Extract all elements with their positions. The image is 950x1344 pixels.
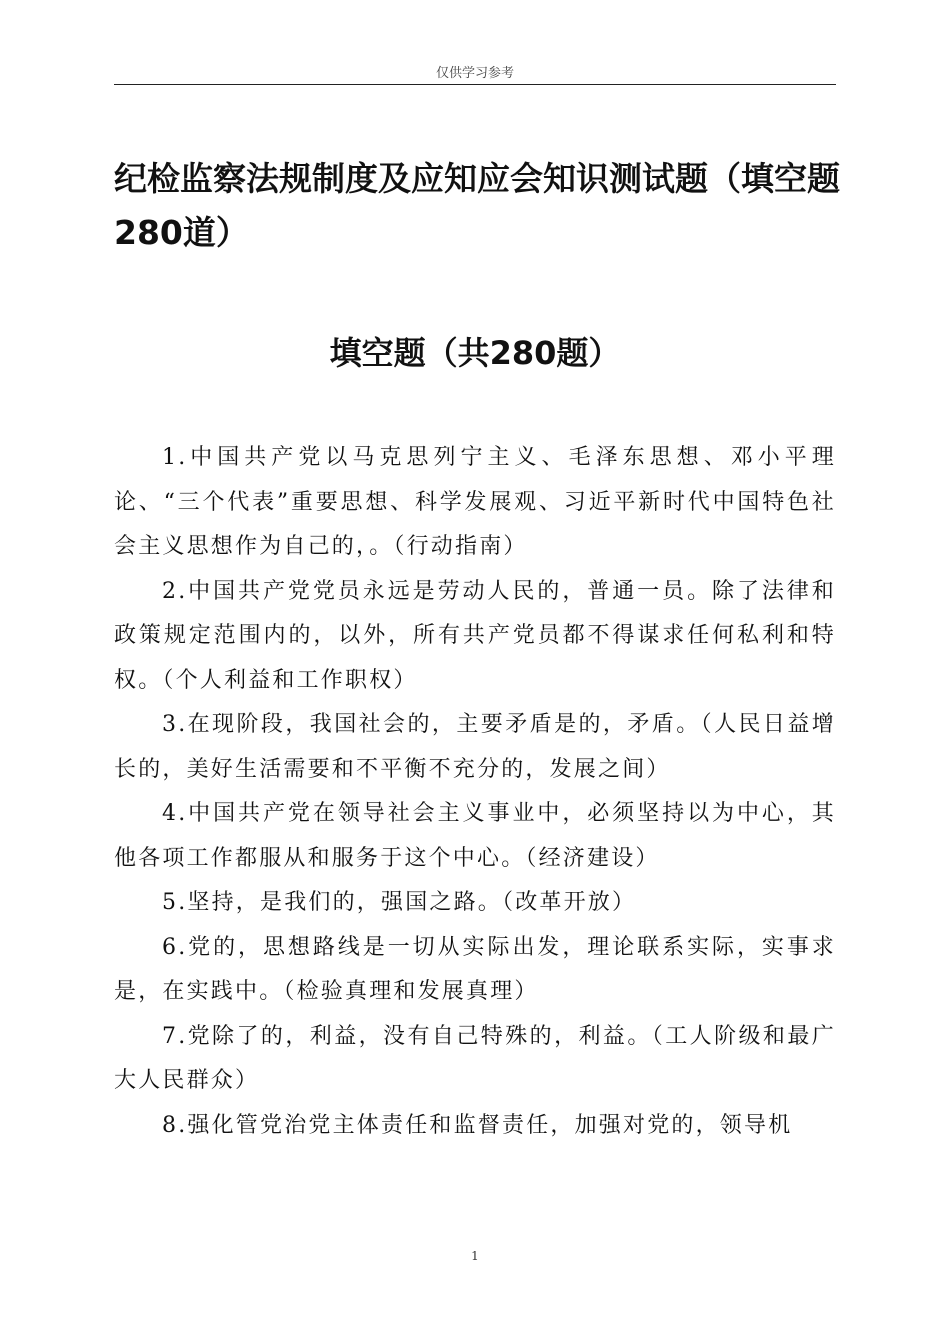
document-title: 纪检监察法规制度及应知应会知识测试题（填空题280道） bbox=[114, 159, 840, 252]
question-item-4: 4.中国共产党在领导社会主义事业中，必须坚持以为中心，其他各项工作都服从和服务于这个中心。（经济建设） bbox=[114, 801, 836, 871]
question-item-6: 6.党的，思想路线是一切从实际出发，理论联系实际，实事求是，在实践中。（检验真理和发展真理） bbox=[114, 934, 836, 1004]
section-title: 填空题（共280题） bbox=[329, 334, 621, 372]
question-list bbox=[114, 436, 836, 1148]
question-item-5: 5.坚持，是我们的，强国之路。（改革开放） bbox=[162, 890, 637, 915]
question-item-2: 2.中国共产党党员永远是劳动人民的，普通一员。除了法律和政策规定范围内的，以外，所有共产党员都不得谋求任何私利和特权。（个人利益和工作职权） bbox=[114, 578, 836, 693]
page-header-text: 仅供学习参考 bbox=[435, 66, 514, 81]
question-item-3: 3.在现阶段，我国社会的，主要矛盾是的，矛盾。（人民日益增长的，美好生活需要和不平衡不充分的，发展之间） bbox=[114, 712, 836, 782]
header-divider bbox=[114, 84, 836, 85]
question-item-8: 8.强化管党治党主体责任和监督责任，加强对党的，领导机 bbox=[162, 1112, 793, 1138]
question-item-1: 1.中国共产党以马克思列宁主义、毛泽东思想、邓小平理论、“三个代表”重要思想、科学发展观、习近平新时代中国特色社会主义思想作为自己的，。（行动指南） bbox=[114, 445, 836, 559]
page-number: 1 bbox=[471, 1249, 479, 1263]
question-item-7: 7.党除了的，利益，没有自己特殊的，利益。（工人阶级和最广大人民群众） bbox=[114, 1023, 836, 1093]
